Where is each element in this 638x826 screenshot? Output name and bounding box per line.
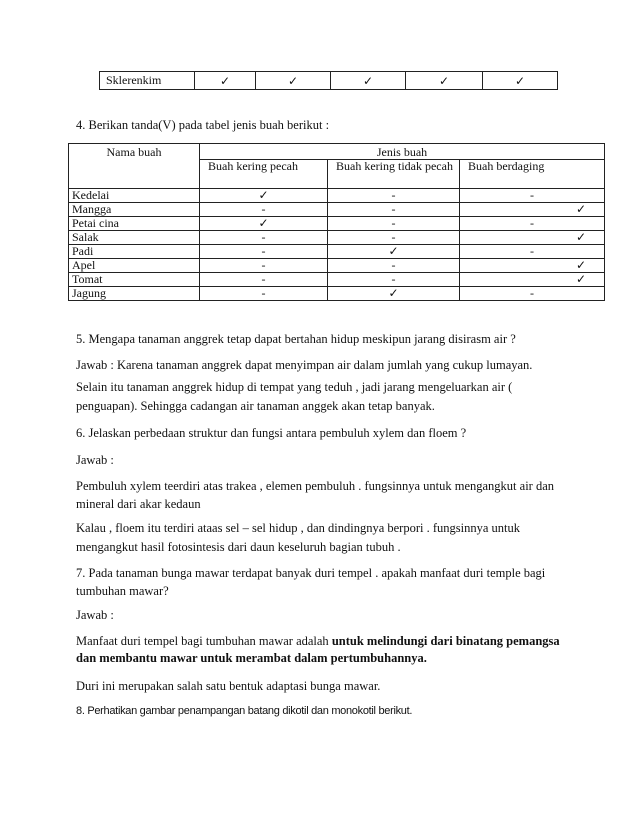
table-row [69,244,605,258]
cell-fleshy: ✓ [460,272,605,286]
table-header-row [69,144,605,160]
fruit-name: Jagung [69,286,200,300]
question-4: 4. Berikan tanda(V) pada tabel jenis buah berikut : [76,118,330,132]
check-icon: ✓ [256,72,331,90]
cell-fleshy: ✓ [460,202,605,216]
cell-dry-indehiscent: - [328,230,460,244]
cell-fleshy: - [460,244,605,258]
answer-7-prefix: Manfaat duri tempel bagi tumbuhan mawar adalah [76,634,332,648]
table-row [69,202,605,216]
cell-fleshy: - [460,286,605,300]
table-row [69,258,605,272]
subheader-dry-dehiscent: Buah kering pecah [200,160,328,189]
header-fruit-name: Nama buah [69,144,200,160]
jawab-label: Jawab : [76,453,114,467]
cell-fleshy: ✓ [460,258,605,272]
header-empty-cell [69,160,200,189]
cell-dry-dehiscent: - [200,272,328,286]
answer-7-line-1 [76,633,560,650]
fruit-name: Mangga [69,202,200,216]
check-icon: ✓ [483,72,558,90]
check-icon: ✓ [406,72,483,90]
header-fruit-type: Jenis buah [200,144,605,160]
cell-dry-indehiscent: - [328,216,460,230]
cell-dry-dehiscent: - [200,202,328,216]
cell-fleshy: - [460,188,605,202]
answer-6-p2-line-2: mengangkut hasil fotosintesis dari daun keseluruh bagian tubuh . [76,540,401,554]
cell-dry-indehiscent: - [328,202,460,216]
answer-5-line-1: Jawab : Karena tanaman anggrek dapat menyimpan air dalam jumlah yang cukup lumayan. [76,358,533,372]
fruit-name: Petai cina [69,216,200,230]
answer-6-p2-line-1: Kalau , floem itu terdiri ataas sel – sel hidup , dan dindingnya berpori . fungsinnya untuk [76,521,521,535]
cell-dry-indehiscent: - [328,272,460,286]
question-7-line-2: tumbuhan mawar? [76,584,169,598]
sklerenkim-table [99,71,558,90]
cell-dry-dehiscent: ✓ [200,216,328,230]
table-row [69,188,605,202]
cell-dry-dehiscent: - [200,286,328,300]
cell-dry-indehiscent: - [328,258,460,272]
fruit-type-table [68,143,605,301]
answer-5-line-3: penguapan). Sehingga cadangan air tanaman anggek akan tetap banyak. [76,399,435,413]
table-row [100,72,558,90]
subheader-dry-indehiscent: Buah kering tidak pecah [328,160,460,189]
answer-6-p1-line-1: Pembuluh xylem teerdiri atas trakea , elemen pembuluh . fungsinnya untuk mengangkut air dan [76,479,554,493]
fruit-name: Salak [69,230,200,244]
answer-7-bold-1: untuk melindungi dari binatang pemangsa [331,634,560,648]
cell-fleshy: - [460,216,605,230]
fruit-name: Kedelai [69,188,200,202]
cell-dry-dehiscent: - [200,230,328,244]
cell-dry-indehiscent: ✓ [328,244,460,258]
check-icon: ✓ [195,72,256,90]
table-row [69,230,605,244]
cell-fleshy: ✓ [460,230,605,244]
cell-dry-indehiscent: - [328,188,460,202]
subheader-fleshy: Buah berdaging [460,160,605,189]
table-row [69,272,605,286]
table-row [69,286,605,300]
check-icon: ✓ [331,72,406,90]
answer-7-extra: Duri ini merupakan salah satu bentuk adaptasi bunga mawar. [76,679,381,693]
question-6: 6. Jelaskan perbedaan struktur dan fungsi antara pembuluh xylem dan floem ? [76,426,467,440]
row-label: Sklerenkim [100,72,195,90]
cell-dry-dehiscent: - [200,244,328,258]
cell-dry-indehiscent: ✓ [328,286,460,300]
cell-dry-dehiscent: - [200,258,328,272]
table-row [69,216,605,230]
cell-dry-dehiscent: ✓ [200,188,328,202]
answer-5-line-2: Selain itu tanaman anggrek hidup di tempat yang teduh , jadi jarang mengeluarkan air ( [76,380,513,394]
answer-7-bold-2: dan membantu mawar untuk merambat dalam pertumbuhannya. [76,651,427,665]
fruit-name: Tomat [69,272,200,286]
fruit-name: Apel [69,258,200,272]
question-7-line-1: 7. Pada tanaman bunga mawar terdapat banyak duri tempel . apakah manfaat duri temple bagi [76,566,546,580]
table-subheader-row [69,160,605,189]
question-8: 8. Perhatikan gambar penampangan batang dikotil dan monokotil berikut. [76,705,413,717]
fruit-name: Padi [69,244,200,258]
question-5: 5. Mengapa tanaman anggrek tetap dapat bertahan hidup meskipun jarang disirasm air ? [76,332,516,346]
answer-6-p1-line-2: mineral dari akar kedaun [76,497,201,511]
jawab-label: Jawab : [76,608,114,622]
